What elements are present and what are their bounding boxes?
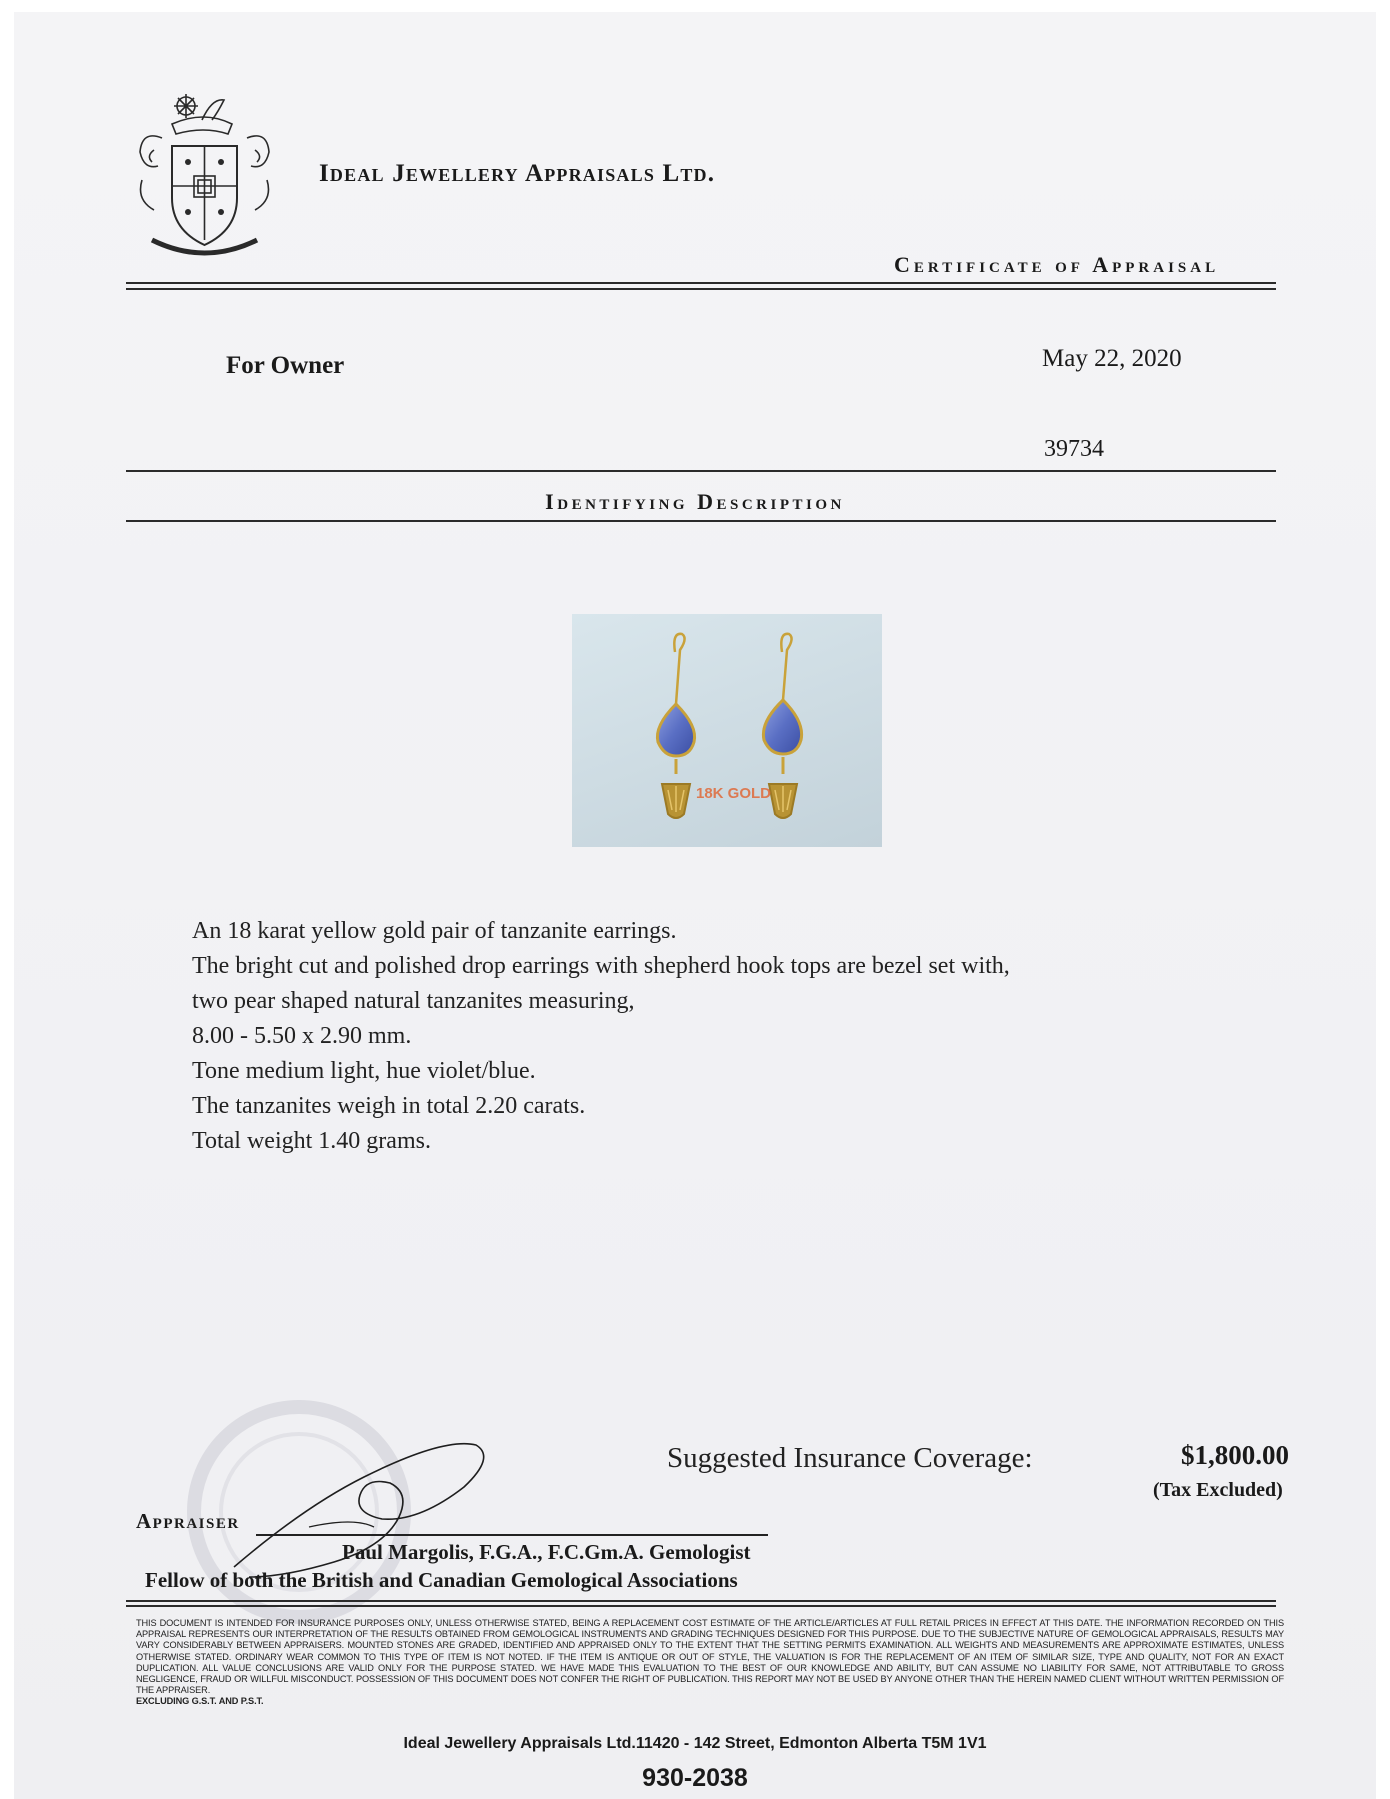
description-line: An 18 karat yellow gold pair of tanzanite earrings. <box>192 918 677 944</box>
item-description <box>192 914 1010 1159</box>
legal-disclaimer <box>136 1618 1284 1708</box>
header-rule-bottom <box>126 288 1276 290</box>
earrings-illustration-icon <box>572 614 882 847</box>
insurance-coverage-value: $1,800.00 <box>1181 1440 1289 1470</box>
signature-line <box>256 1534 768 1536</box>
appraiser-label: Appraiser <box>136 1509 240 1533</box>
document-type-title: Certificate of Appraisal <box>894 252 1220 277</box>
appraiser-fellowship: Fellow of both the British and Canadian Gemological Associations <box>145 1568 738 1592</box>
disclaimer-text: THIS DOCUMENT IS INTENDED FOR INSURANCE PURPOSES ONLY, UNLESS OTHERWISE STATED, BEING A REPLACEMENT COST ESTIMATE OF THE ARTICLE/ARTICLES AT FULL RETAIL PRICES IN EFFECT AT THIS DATE. THE INFORMATION RECORDED ON THIS APPRAISAL REPRESENTS OUR INTERPRETATION OF THE RESULTS OBTAINED FROM GEMOLOGICAL INSTRUMENTS AND GRADING TECHNIQUES DESIGNED FOR THIS PURPOSE. DUE TO THE SUBJECTIVE NATURE OF GEMOLOGICAL APPRAISALS, RESULTS MAY VARY CONSIDERABLY BETWEEN APPRAISERS. MOUNTED STONES ARE GRADED, IDENTIFIED AND APPRAISED ONLY TO THE EXTENT THAT THE SETTING PERMITS EXAMINATION. ALL WEIGHTS AND MEASUREMENTS ARE APPROXIMATE ESTIMATES, UNLESS OTHERWISE STATED. ORDINARY WEAR COMMON TO THIS TYPE OF ITEM IS NOT NOTED. IF THE ITEM IS ANTIQUE OR OUT OF STYLE, THE VALUATION IS FOR THE REPLACEMENT OF AN ITEM OF SIMILAR SIZE, TYPE AND QUALITY, NOT FOR AN EXACT DUPLICATION. ALL VALUE CONCLUSIONS ARE VALID ONLY FOR THE PURPOSE STATED. WE HAVE MADE THIS EVALUATION TO THE BEST OF OUR KNOWLEDGE AND ABILITY, BUT CAN ASSUME NO LIABILITY FOR SAME, NOT ATTRIBUTABLE TO GROSS NEGLIGENCE, FRAUD OR WILLFUL MISCONDUCT. POSSESSION OF THIS DOCUMENT DOES NOT CONFER THE RIGHT OF PUBLICATION. THIS REPORT MAY NOT BE USED BY ANYONE OTHER THAN THE HEREIN NAMED CLIENT WITHOUT WRITTEN PERMISSION OF THE APPRAISER. <box>136 1618 1284 1696</box>
disclaimer-tax-line: EXCLUDING G.S.T. AND P.S.T. <box>136 1696 264 1707</box>
section-rule-bottom <box>126 520 1276 522</box>
footer-address: Ideal Jewellery Appraisals Ltd.11420 - 142 Street, Edmonton Alberta T5M 1V1 <box>403 1735 987 1752</box>
earrings-photo <box>572 614 882 847</box>
section-title: Identifying Description <box>545 489 845 514</box>
description-line: The tanzanites weigh in total 2.20 carats. <box>192 1093 586 1119</box>
coat-of-arms-crest-icon <box>132 90 277 265</box>
footer-rule-top <box>126 1600 1276 1602</box>
description-line: 8.00 - 5.50 x 2.90 mm. <box>192 1023 412 1049</box>
owner-label: For Owner <box>226 352 345 379</box>
gold-stamp-label: 18K GOLD <box>696 785 772 802</box>
section-rule-top <box>126 470 1276 472</box>
description-line: Tone medium light, hue violet/blue. <box>192 1058 536 1084</box>
description-line: Total weight 1.40 grams. <box>192 1128 431 1154</box>
tax-excluded-note: (Tax Excluded) <box>1153 1479 1283 1501</box>
insurance-coverage-label: Suggested Insurance Coverage: <box>667 1442 1033 1474</box>
description-line: The bright cut and polished drop earrings with shepherd hook tops are bezel set with, <box>192 953 1010 979</box>
appraisal-date: May 22, 2020 <box>1042 345 1182 372</box>
footer-phone: 930-2038 <box>642 1764 748 1792</box>
company-name: Ideal Jewellery Appraisals Ltd. <box>319 160 716 187</box>
description-line: two pear shaped natural tanzanites measuring, <box>192 988 635 1014</box>
reference-number: 39734 <box>1044 436 1104 462</box>
appraiser-name: Paul Margolis, F.G.A., F.C.Gm.A. Gemologist <box>342 1540 751 1564</box>
certificate-page <box>14 12 1376 1799</box>
header-rule-top <box>126 282 1276 284</box>
footer-rule-bottom <box>126 1605 1276 1607</box>
